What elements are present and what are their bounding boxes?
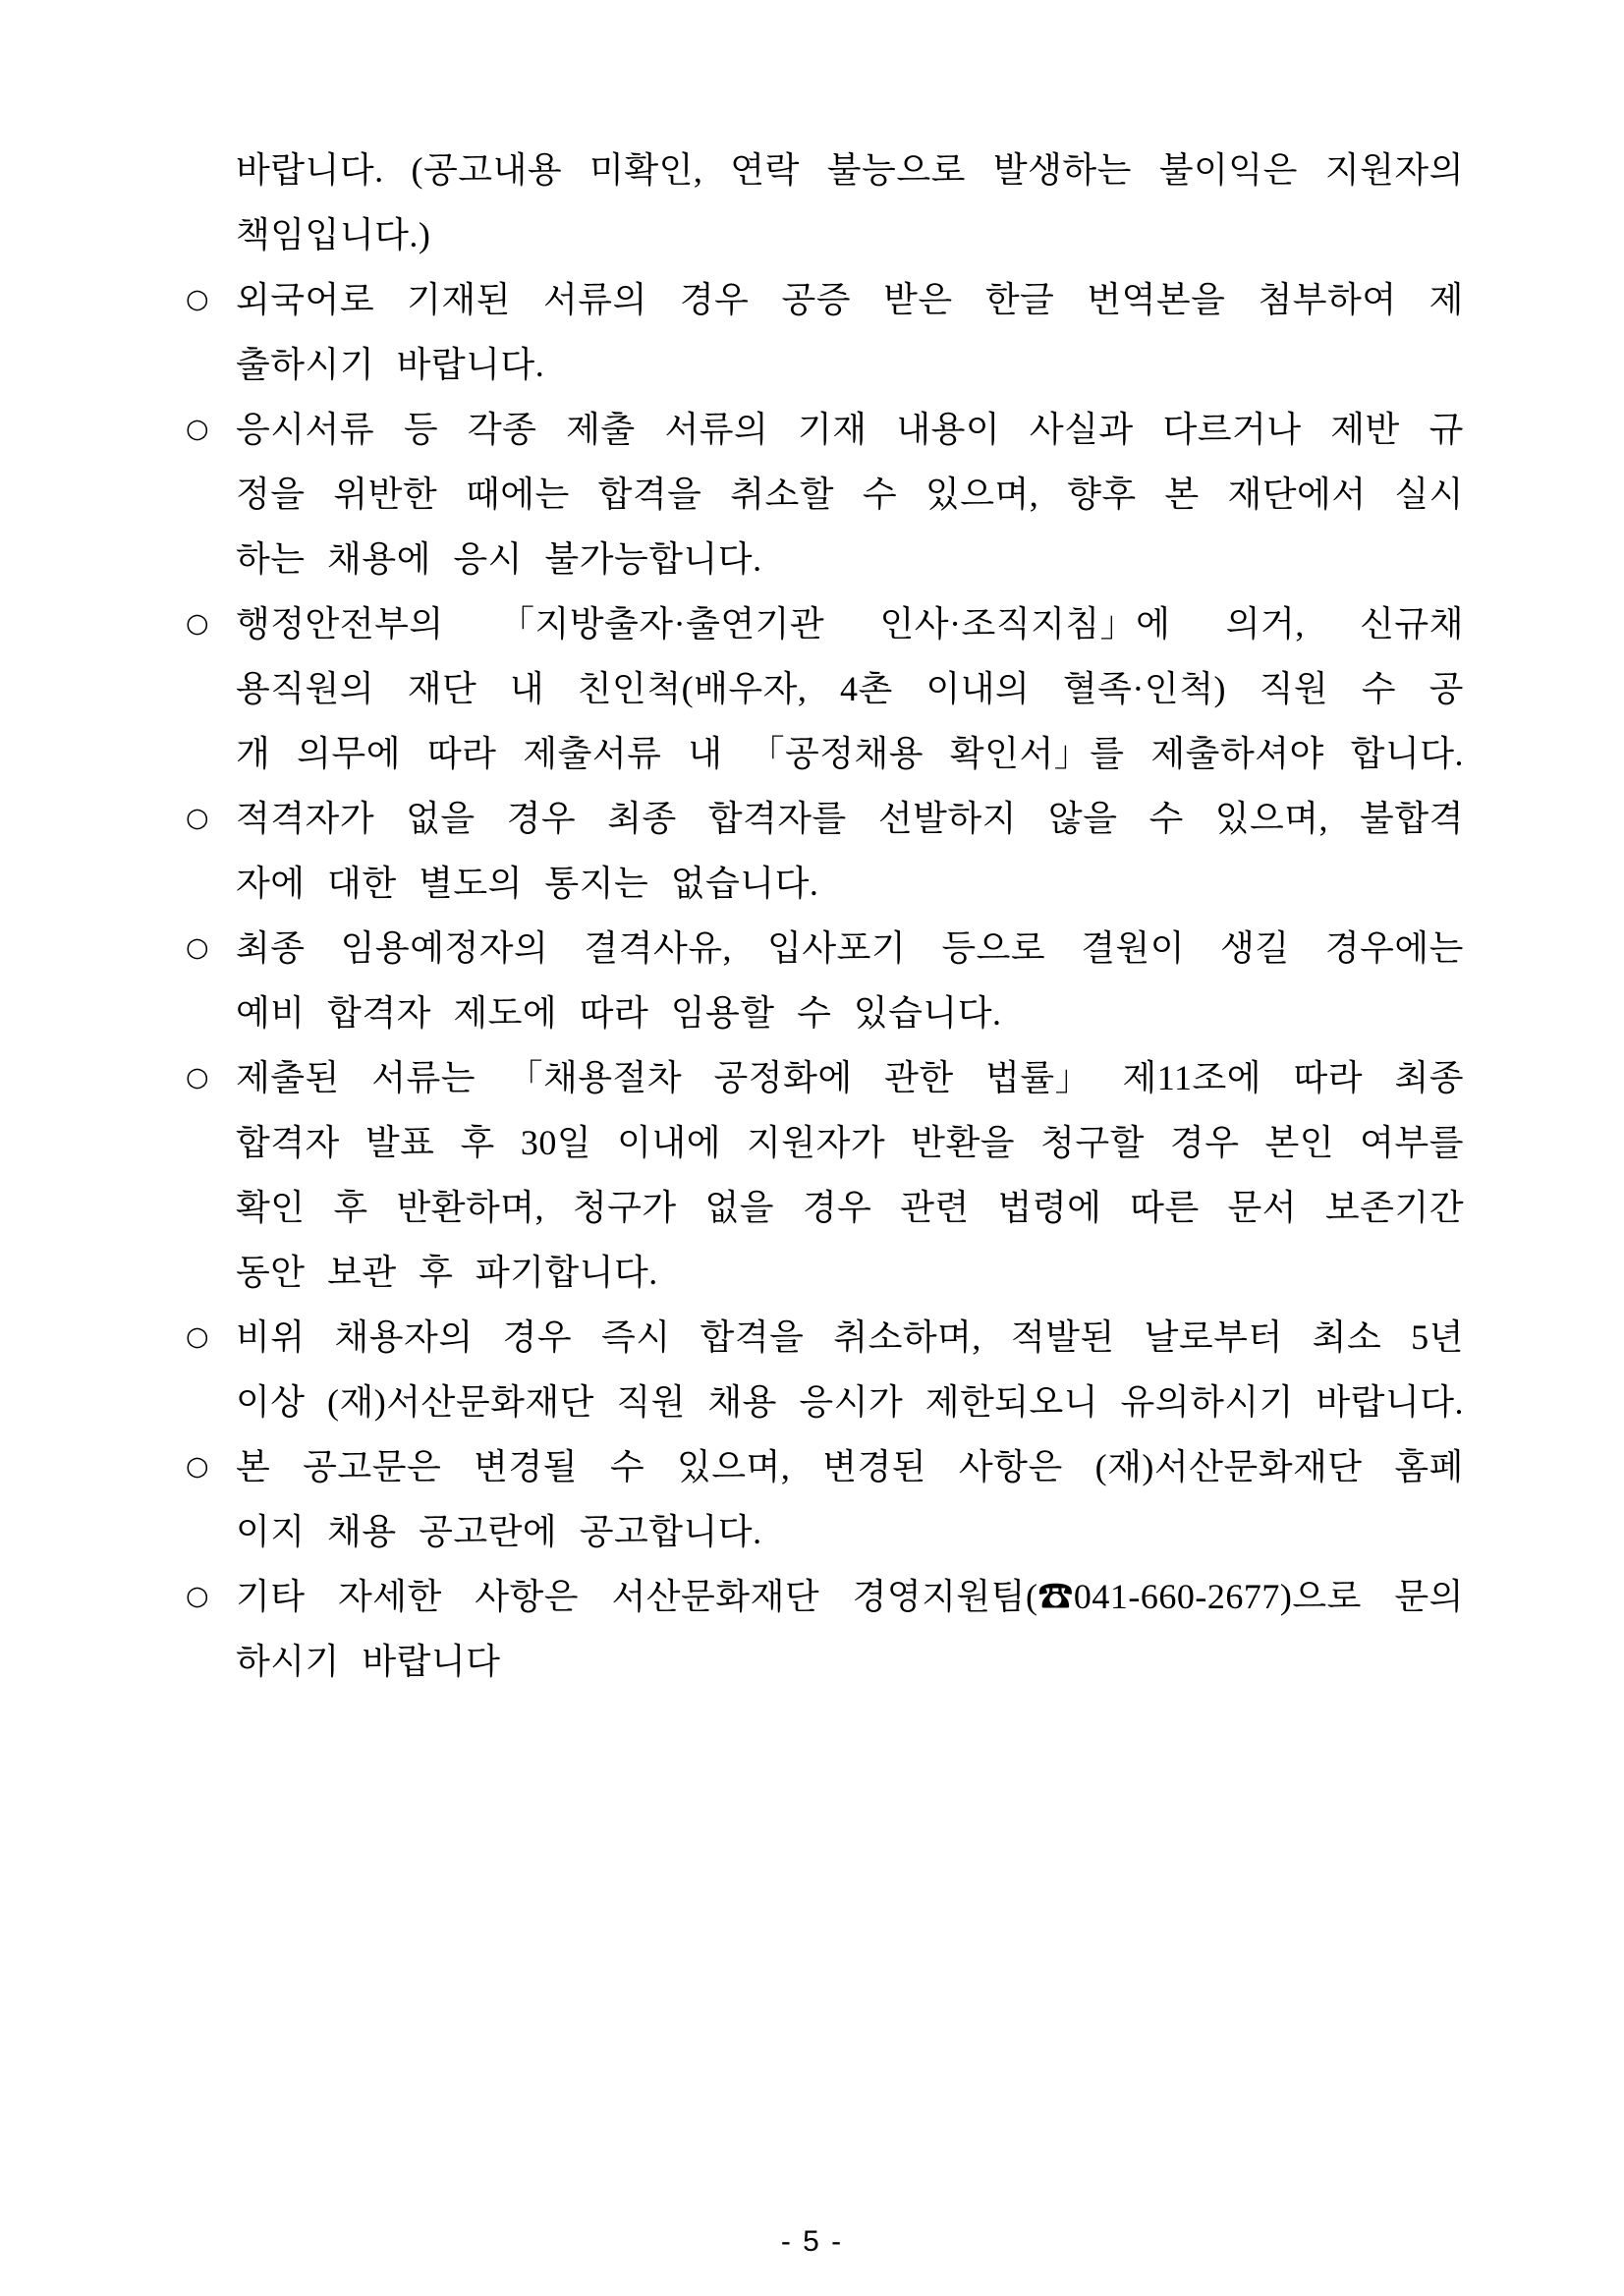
word: 서류는 (371, 1058, 476, 1097)
notice-text-line (236, 527, 1464, 591)
word: 확인 (236, 1188, 306, 1227)
line-text: 하는 채용에 응시 불가능합니다. (236, 539, 762, 579)
word: 있으며, (924, 475, 1039, 514)
word: 5년 (1411, 1317, 1464, 1357)
word: 최소 (1312, 1317, 1382, 1357)
notice-text-line (236, 656, 1464, 721)
notice-text-line (236, 721, 1464, 786)
word: 바랍니다. (1316, 1382, 1464, 1422)
word: 인사·조직지침」에 (879, 604, 1171, 644)
word: 보존기간 (1324, 1188, 1464, 1227)
notice-item-first-line (186, 1305, 1464, 1370)
word: 있으며, (677, 1447, 791, 1486)
notice-text-line (236, 332, 1464, 397)
word: 수 (609, 1447, 645, 1486)
notice-item-first-line (186, 591, 1464, 656)
word: 경우 (502, 1317, 573, 1357)
word: 기재된 (407, 280, 511, 319)
word: 없을 (704, 1188, 775, 1227)
word: 않을 (1047, 799, 1118, 838)
notice-text-line (236, 138, 1464, 202)
line-text: 책임입니다.) (236, 215, 431, 254)
circle-bullet-icon: ○ (186, 1581, 210, 1611)
notice-text-line (236, 1240, 1464, 1305)
word: 외국어로 (236, 280, 375, 319)
word: 불능으로 (826, 150, 966, 190)
circle-bullet-icon: ○ (186, 932, 210, 963)
word: 관한 (884, 1058, 954, 1097)
word: 직원 (616, 1382, 686, 1422)
word: (공고내용 (411, 150, 563, 190)
word: 행정안전부의 (236, 604, 444, 644)
word: 내 (509, 669, 545, 708)
word: 공고문은 (303, 1447, 442, 1486)
notice-text-line (236, 1110, 1464, 1175)
notice-item-first-line (186, 916, 1464, 980)
notice-item-first-line (186, 1434, 1464, 1499)
word: 자세한 (337, 1577, 442, 1616)
word: 공증 (781, 280, 852, 319)
word: 위반한 (333, 475, 438, 514)
word: 발생하는 (992, 150, 1132, 190)
word: 지원자가 (747, 1123, 886, 1162)
word: 공 (1428, 669, 1464, 708)
word: 제반 (1330, 410, 1400, 449)
word: 규 (1428, 410, 1464, 449)
word: 기재 (798, 410, 868, 449)
line-text: 이지 채용 공고란에 공고합니다. (236, 1512, 762, 1551)
word: 사항은 (475, 1577, 580, 1616)
word: 유의하시기 (1120, 1382, 1294, 1422)
line-text: 하시기 바랍니다 (236, 1642, 501, 1681)
notice-item-first-line (186, 1564, 1464, 1629)
word: 사항은 (958, 1447, 1063, 1486)
word: 문서 (1227, 1188, 1298, 1227)
notice-text-line (236, 462, 1464, 527)
word: 제한되오니 (924, 1382, 1099, 1422)
word: 취소할 (730, 475, 835, 514)
word: 각종 (467, 410, 537, 449)
word: 수 (1361, 669, 1397, 708)
word: 채용 (707, 1382, 777, 1422)
word: 따른 (1130, 1188, 1200, 1227)
line-text: 출하시기 바랍니다. (236, 345, 545, 384)
word: 최종 (1394, 1058, 1464, 1097)
word: 채용자의 (334, 1317, 474, 1357)
word: 있으며, (1214, 799, 1329, 838)
word: 최종 (236, 928, 306, 968)
word: 내용이 (896, 410, 1001, 449)
word: 청구가 (572, 1188, 677, 1227)
word: 경우 (679, 280, 750, 319)
word: 「공정채용 (749, 734, 924, 773)
word: 변경될 (474, 1447, 578, 1486)
word: 번역본을 (1087, 280, 1226, 319)
word: 제출된 (236, 1058, 340, 1097)
notice-item-first-line (186, 267, 1464, 332)
word: 최종 (607, 799, 677, 838)
word: (재)서산문화재단 (327, 1382, 594, 1422)
word: 용직원의 (236, 669, 375, 708)
word: 없을 (406, 799, 476, 838)
word: 제출하셔야 (1150, 734, 1324, 773)
word: 「지방출자·출연기관 (498, 604, 825, 644)
notice-item-first-line (186, 1045, 1464, 1110)
word: 본인 (1264, 1123, 1335, 1162)
circle-bullet-icon: ○ (186, 803, 210, 833)
word: 반환하며, (396, 1188, 545, 1227)
word: 바랍니다. (236, 150, 384, 190)
word: 신규채 (1360, 604, 1464, 644)
word: 응시서류 (236, 410, 375, 449)
word: 경우 (802, 1188, 872, 1227)
word: 수 (1148, 799, 1184, 838)
word: 생길 (1220, 928, 1290, 968)
line-text: 동안 보관 후 파기합니다. (236, 1253, 658, 1292)
word: 여부를 (1360, 1123, 1464, 1162)
word: 미확인, (589, 150, 703, 190)
word: 수 (862, 475, 898, 514)
word: 4촌 (840, 669, 893, 708)
word: 받은 (883, 280, 953, 319)
word: 선발하지 (877, 799, 1017, 838)
word: 친인척(배우자, (577, 669, 808, 708)
circle-bullet-icon: ○ (186, 1451, 210, 1482)
circle-bullet-icon: ○ (186, 1062, 210, 1092)
word: 사실과 (1029, 410, 1134, 449)
circle-bullet-icon: ○ (186, 1321, 210, 1352)
word: 취소하며, (833, 1317, 981, 1357)
word: 등 (403, 410, 439, 449)
word: 확인서」를 (949, 734, 1125, 773)
notice-text-line (236, 1499, 1464, 1564)
word: 직원 (1259, 669, 1329, 708)
notice-text-line (236, 202, 1464, 267)
word: 서류의 (543, 280, 647, 319)
word: (재)서산문화재단 (1094, 1447, 1363, 1486)
word: 등으로 (941, 928, 1046, 968)
word: 합격을 (597, 475, 702, 514)
word: 결격사유, (584, 928, 733, 968)
word: 연락 (730, 150, 800, 190)
word: 경우에는 (1324, 928, 1464, 968)
circle-bullet-icon: ○ (186, 414, 210, 444)
line-text: 자에 대한 별도의 통지는 없습니다. (236, 864, 819, 903)
word: 합격을 (700, 1317, 805, 1357)
word: 불합격 (1360, 799, 1464, 838)
word: 즉시 (601, 1317, 671, 1357)
word: 다르거나 (1162, 410, 1302, 449)
word: 경우 (506, 799, 577, 838)
word: 첨부하여 (1258, 280, 1397, 319)
word: 발표 (364, 1123, 435, 1162)
word: 의무에 (297, 734, 401, 773)
word: 지원자의 (1324, 150, 1464, 190)
notice-item-first-line (186, 786, 1464, 851)
word: 제출서류 (523, 734, 662, 773)
notice-text-line (236, 1370, 1464, 1434)
word: 날로부터 (1144, 1317, 1283, 1357)
word: 본 (1164, 475, 1200, 514)
page-number: - 5 - (780, 2225, 844, 2258)
word: 따라 (1293, 1058, 1364, 1097)
word: 본 (236, 1447, 271, 1486)
word: 공정화에 (713, 1058, 853, 1097)
word: 후 (460, 1123, 495, 1162)
notice-item-first-line (186, 397, 1464, 462)
word: 합격자 (236, 1123, 340, 1162)
circle-bullet-icon: ○ (186, 284, 210, 314)
word: 비위 (236, 1317, 306, 1357)
word: 경영지원팀(☎041-660-2677)으로 (852, 1577, 1362, 1616)
word: 서산문화재단 (611, 1577, 820, 1616)
word: 때에는 (465, 475, 570, 514)
circle-bullet-icon: ○ (186, 608, 210, 639)
word: 적격자가 (236, 799, 375, 838)
word: 불이익은 (1158, 150, 1298, 190)
word: 법률」 (985, 1058, 1092, 1097)
word: 입사포기 (767, 928, 907, 968)
word: 임용예정자의 (340, 928, 549, 968)
word: 제11조에 (1122, 1058, 1262, 1097)
word: 법령에 (997, 1188, 1102, 1227)
notice-text-line (236, 1175, 1464, 1240)
word: 향후 (1067, 475, 1137, 514)
word: 이내의 (925, 669, 1031, 708)
notice-text-line (236, 851, 1464, 916)
word: 적발된 (1010, 1317, 1115, 1357)
word: 재단 (407, 669, 477, 708)
word: 제출 (566, 410, 636, 449)
word: 합격자를 (707, 799, 847, 838)
word: 관련 (900, 1188, 970, 1227)
notice-text-line (236, 1629, 1464, 1694)
word: 홈페 (1394, 1447, 1464, 1486)
word: 응시가 (799, 1382, 904, 1422)
word: 후 (333, 1188, 368, 1227)
word: 의거, (1225, 604, 1305, 644)
line-text: 예비 합격자 제도에 따라 임용할 수 있습니다. (236, 993, 1002, 1033)
word: 변경된 (822, 1447, 927, 1486)
word: 이상 (236, 1382, 306, 1422)
word: 실시 (1394, 475, 1464, 514)
word: 합니다. (1350, 734, 1464, 773)
word: 이내에 (617, 1123, 721, 1162)
word: 30일 (520, 1123, 592, 1162)
word: 반환을 (911, 1123, 1015, 1162)
word: 청구할 (1040, 1123, 1145, 1162)
word: 문의 (1394, 1577, 1464, 1616)
word: 제 (1428, 280, 1464, 319)
word: 한글 (984, 280, 1055, 319)
word: 서류의 (664, 410, 769, 449)
notice-text-line (236, 980, 1464, 1045)
word: 경우 (1169, 1123, 1240, 1162)
word: 내 (688, 734, 723, 773)
word: 정을 (236, 475, 306, 514)
word: 결원이 (1081, 928, 1186, 968)
word: 개 (236, 734, 271, 773)
word: 재단에서 (1227, 475, 1367, 514)
word: 「채용절차 (507, 1058, 683, 1097)
word: 기타 (236, 1577, 306, 1616)
word: 혈족·인척) (1062, 669, 1226, 708)
word: 따라 (426, 734, 497, 773)
